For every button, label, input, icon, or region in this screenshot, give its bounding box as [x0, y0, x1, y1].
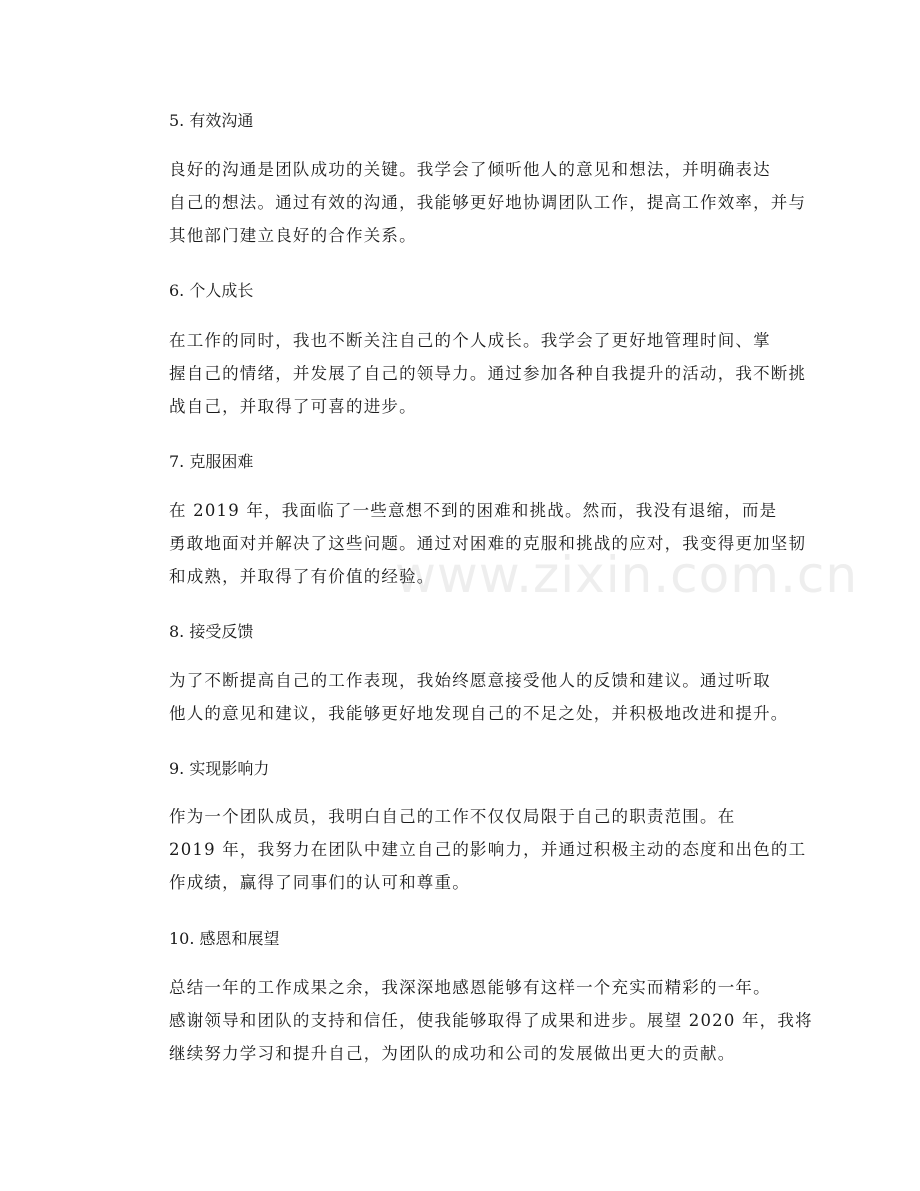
section-heading-9: 9. 实现影响力 — [169, 759, 270, 778]
paragraph-line: 作成绩，赢得了同事们的认可和尊重。 — [169, 873, 470, 892]
paragraph-line: 自己的想法。通过有效的沟通，我能够更好地协调团队工作，提高工作效率，并与 — [169, 193, 807, 212]
section-paragraph-5 — [169, 153, 807, 252]
paragraph-line: 良好的沟通是团队成功的关键。我学会了倾听他人的意见和想法，并明确表达 — [169, 160, 771, 179]
watermark-text: www.zixin.com.cn — [395, 546, 859, 604]
paragraph-line: 握自己的情绪，并发展了自己的领导力。通过参加各种自我提升的活动，我不断挑 — [169, 364, 807, 383]
section-heading-10: 10. 感恩和展望 — [169, 929, 280, 948]
section-heading-6: 6. 个人成长 — [169, 281, 254, 300]
paragraph-line: 为了不断提高自己的工作表现，我始终愿意接受他人的反馈和建议。通过听取 — [169, 671, 771, 690]
section-heading-8: 8. 接受反馈 — [169, 622, 254, 641]
paragraph-line: 在工作的同时，我也不断关注自己的个人成长。我学会了更好地管理时间、掌 — [169, 331, 771, 350]
section-heading-7: 7. 克服困难 — [169, 452, 254, 471]
section-paragraph-7 — [169, 494, 807, 593]
paragraph-line: 战自己，并取得了可喜的进步。 — [169, 397, 417, 416]
paragraph-line: 作为一个团队成员，我明白自己的工作不仅仅局限于自己的职责范围。在 — [169, 807, 736, 826]
paragraph-line: 总结一年的工作成果之余，我深深地感恩能够有这样一个充实而精彩的一年。 — [169, 978, 771, 997]
section-heading-5: 5. 有效沟通 — [169, 111, 254, 130]
paragraph-line: 其他部门建立良好的合作关系。 — [169, 226, 417, 245]
paragraph-line: 他人的意见和建议，我能够更好地发现自己的不足之处，并积极地改进和提升。 — [169, 704, 789, 723]
paragraph-line: 2019 年，我努力在团队中建立自己的影响力，并通过积极主动的态度和出色的工 — [169, 840, 807, 859]
section-paragraph-10 — [169, 971, 813, 1070]
paragraph-line: 和成熟，并取得了有价值的经验。 — [169, 567, 435, 586]
paragraph-line: 在 2019 年，我面临了一些意想不到的困难和挑战。然而，我没有退缩，而是 — [169, 501, 778, 520]
paragraph-line: 感谢领导和团队的支持和信任，使我能够取得了成果和进步。展望 2020 年，我将 — [169, 1011, 813, 1030]
section-paragraph-6 — [169, 324, 807, 423]
section-paragraph-9 — [169, 800, 807, 899]
paragraph-line: 继续努力学习和提升自己，为团队的成功和公司的发展做出更大的贡献。 — [169, 1044, 736, 1063]
paragraph-line: 勇敢地面对并解决了这些问题。通过对困难的克服和挑战的应对，我变得更加坚韧 — [169, 534, 807, 553]
section-paragraph-8 — [169, 664, 789, 730]
